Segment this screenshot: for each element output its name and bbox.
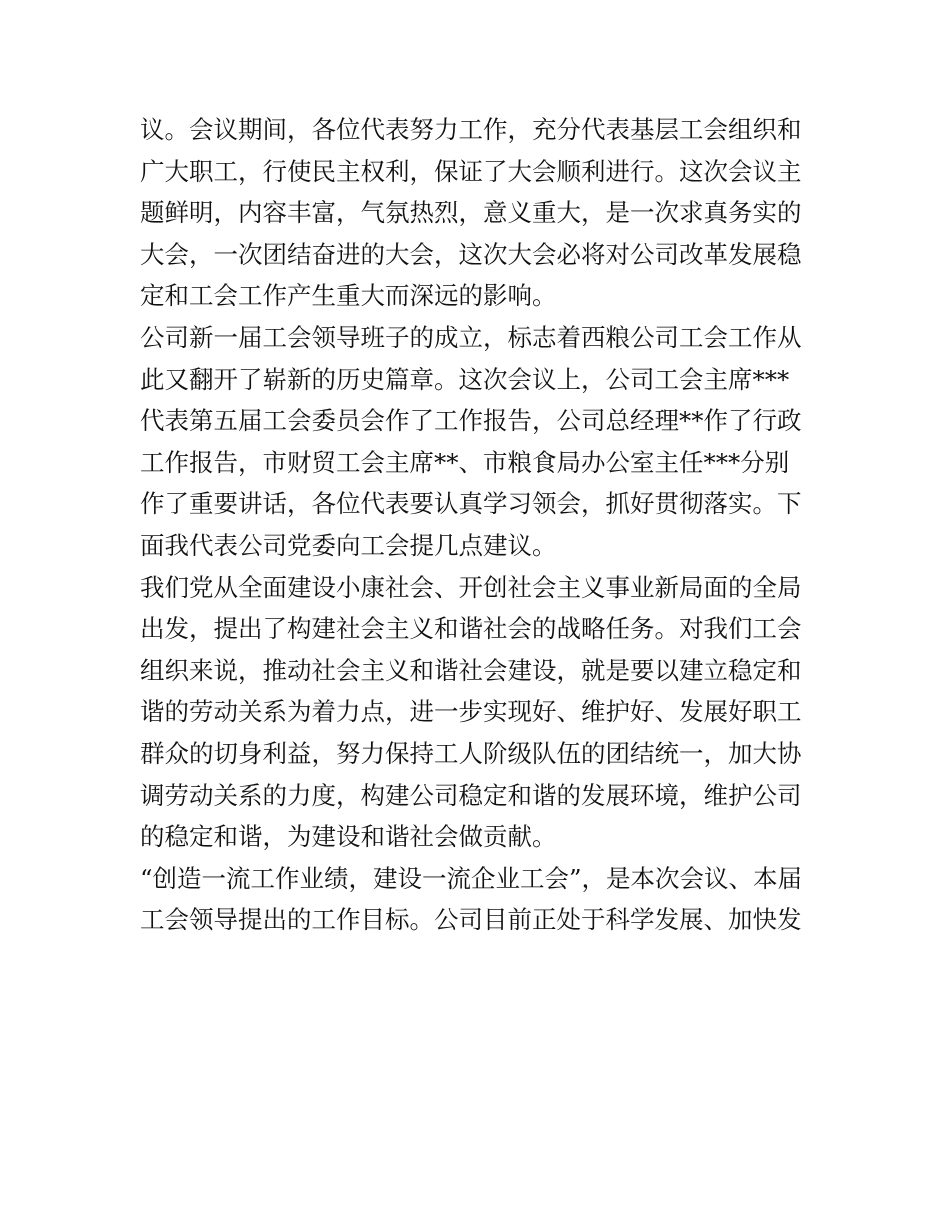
text-line: 工会领导提出的工作目标。公司目前正处于科学发展、加快发 bbox=[140, 905, 802, 935]
text-line: 大会，一次团结奋进的大会，这次大会必将对公司改革发展稳 bbox=[140, 239, 802, 269]
body-text bbox=[140, 109, 820, 941]
text-line: 我们党从全面建设小康社会、开创社会主义事业新局面的全局 bbox=[140, 572, 802, 602]
text-line: 组织来说，推动社会主义和谐社会建设，就是要以建立稳定和 bbox=[140, 655, 802, 685]
text-line: 的稳定和谐，为建设和谐社会做贡献。 bbox=[140, 822, 557, 852]
text-line: 公司新一届工会领导班子的成立，标志着西粮公司工会工作从 bbox=[140, 322, 802, 352]
text-line: 代表第五届工会委员会作了工作报告，公司总经理**作了行政 bbox=[140, 406, 802, 436]
text-line: 面我代表公司党委向工会提几点建议。 bbox=[140, 530, 557, 560]
text-line: 广大职工，行使民主权利，保证了大会顺利进行。这次会议主 bbox=[140, 156, 802, 186]
text-line: 此又翻开了崭新的历史篇章。这次会议上，公司工会主席*** bbox=[140, 364, 790, 394]
text-line: 群众的切身利益，努力保持工人阶级队伍的团结统一，加大协 bbox=[140, 738, 802, 768]
text-line: 议。会议期间，各位代表努力工作，充分代表基层工会组织和 bbox=[140, 115, 802, 144]
text-line: 作了重要讲话，各位代表要认真学习领会，抓好贯彻落实。下 bbox=[140, 489, 802, 519]
text-line: 工作报告，市财贸工会主席**、市粮食局办公室主任***分别 bbox=[140, 447, 790, 477]
text-line: 出发，提出了构建社会主义和谐社会的战略任务。对我们工会 bbox=[140, 614, 802, 644]
text-line: 题鲜明，内容丰富，气氛热烈，意义重大，是一次求真务实的 bbox=[140, 198, 802, 228]
text-line: 谐的劳动关系为着力点，进一步实现好、维护好、发展好职工 bbox=[140, 697, 802, 727]
text-line: 调劳动关系的力度，构建公司稳定和谐的发展环境，维护公司 bbox=[140, 780, 802, 810]
text-line: 定和工会工作产生重大而深远的影响。 bbox=[140, 281, 557, 311]
text-line: “创造一流工作业绩，建设一流企业工会”，是本次会议、本届 bbox=[140, 863, 803, 893]
